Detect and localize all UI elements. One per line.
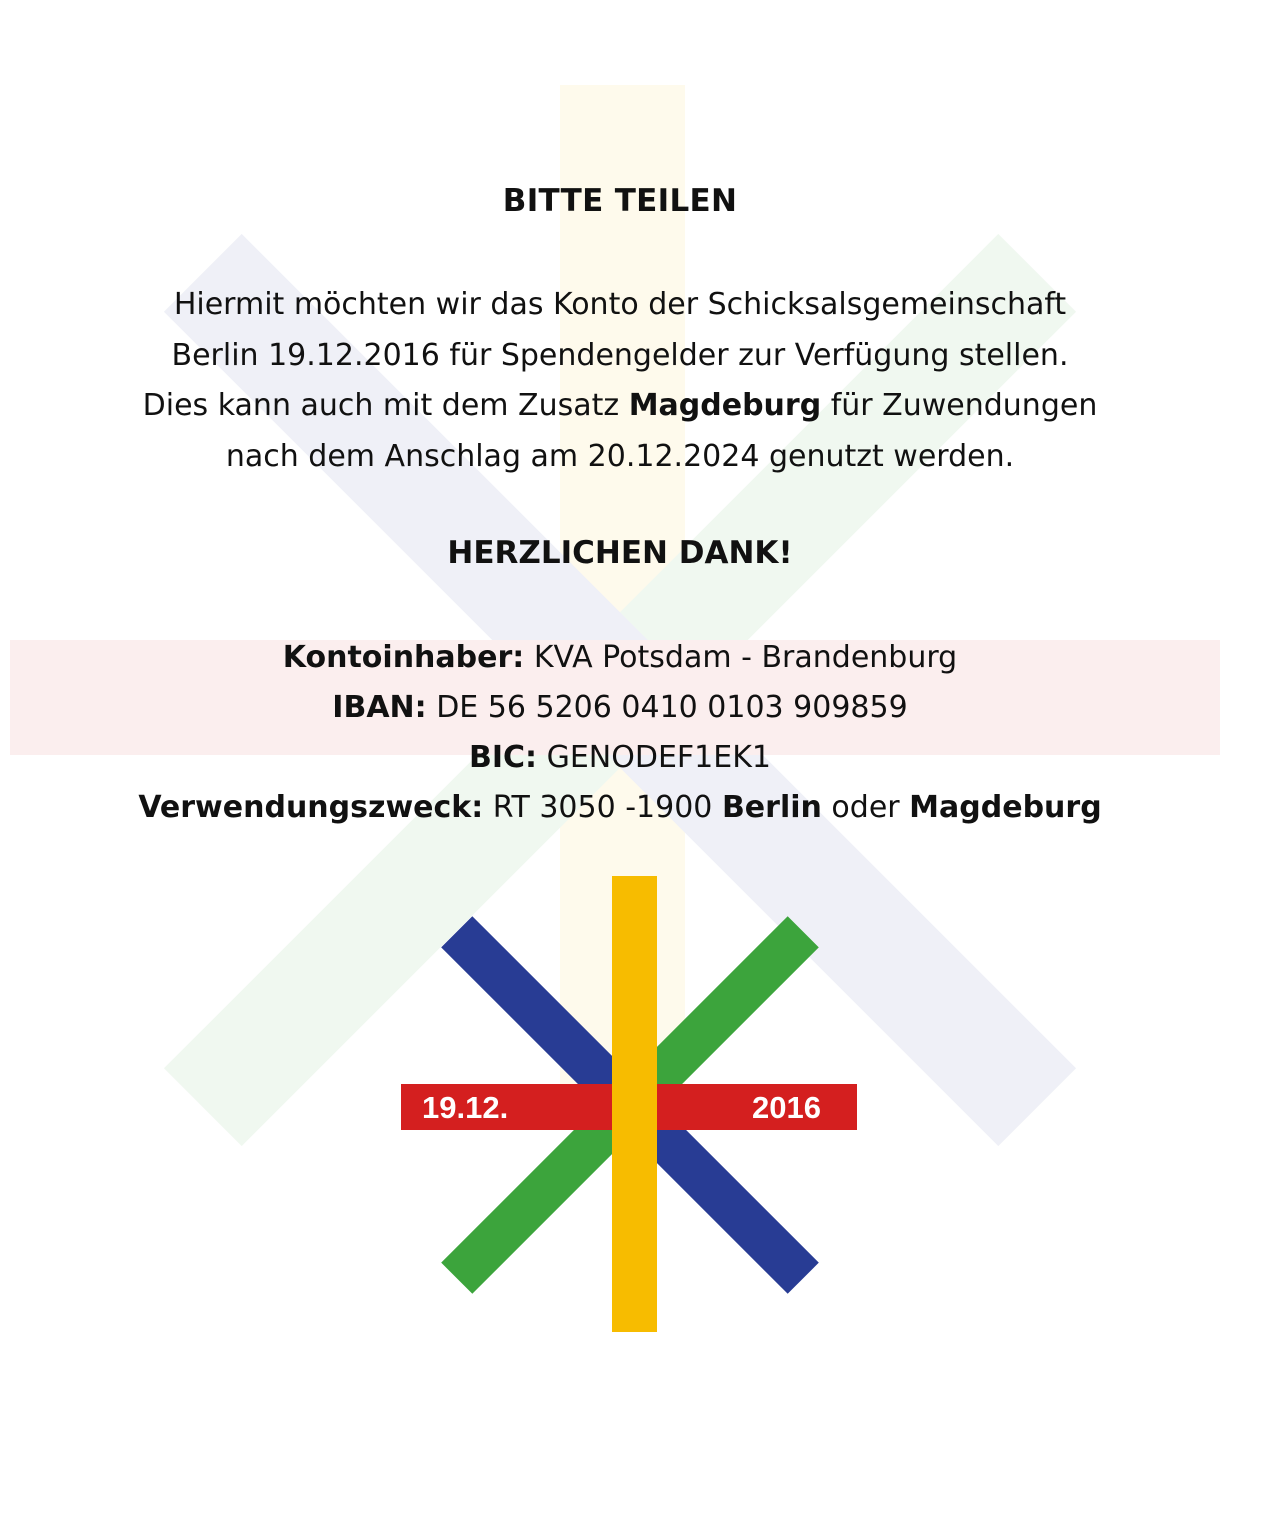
intro-line-3-end: für Zuwendungen <box>830 388 1098 423</box>
account-holder-row <box>0 633 1240 683</box>
purpose-label: Verwendungszweck: <box>138 790 484 825</box>
bank-details <box>0 633 1240 833</box>
account-holder-label: Kontoinhaber: <box>282 640 525 675</box>
thanks-heading: HERZLICHEN DANK! <box>447 535 793 571</box>
intro-line-3 <box>0 381 1240 432</box>
page-title: BITTE TEILEN <box>502 183 738 219</box>
bic-value: GENODEF1EK1 <box>546 740 771 775</box>
purpose-row <box>0 783 1240 833</box>
intro-paragraph <box>0 280 1240 482</box>
watermark-date-left: 19.12. <box>55 643 311 745</box>
iban-label: IBAN: <box>332 690 427 725</box>
logo-date-right: 2016 <box>752 1090 821 1125</box>
bic-row <box>0 733 1240 783</box>
bic-label: BIC: <box>469 740 538 775</box>
account-holder-value: KVA Potsdam - Brandenburg <box>533 640 958 675</box>
memorial-logo <box>390 870 870 1340</box>
intro-line-2: Berlin 19.12.2016 für Spendengelder zur Verfügung stellen. <box>171 337 1069 373</box>
intro-line-1: Hiermit möchten wir das Konto der Schicksalsgemeinschaft <box>173 287 1067 322</box>
intro-line-4: nach dem Anschlag am 20.12.2024 genutzt werden. <box>225 438 1015 474</box>
purpose-city-berlin: Berlin <box>721 790 822 825</box>
iban-value: DE 56 5206 0410 0103 909859 <box>436 690 908 725</box>
logo-yellow-bar <box>612 876 657 1332</box>
intro-magdeburg-bold: Magdeburg <box>628 388 822 423</box>
intro-line-3-start: Dies kann auch mit dem Zusatz <box>142 388 620 423</box>
iban-row <box>0 683 1240 733</box>
logo-date-left: 19.12. <box>422 1090 509 1125</box>
purpose-city-magdeburg: Magdeburg <box>909 790 1102 825</box>
purpose-or: oder <box>831 790 900 825</box>
watermark-date-right: 2016 <box>940 643 1145 745</box>
purpose-value: RT 3050 -1900 <box>492 790 713 825</box>
